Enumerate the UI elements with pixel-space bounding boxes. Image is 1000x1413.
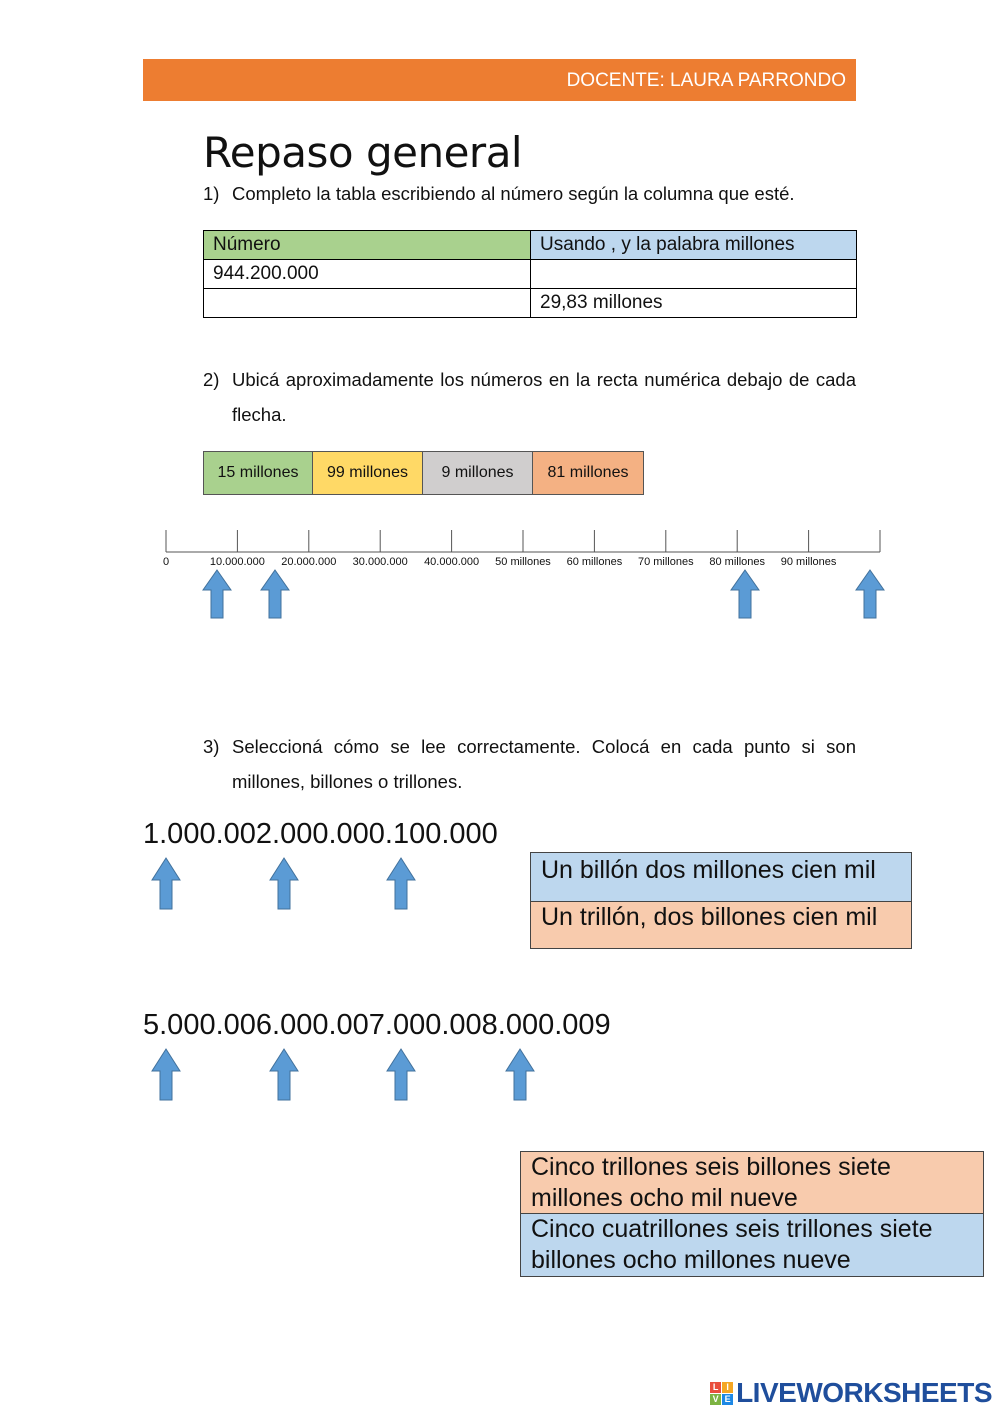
number-line: [0, 520, 1000, 630]
value-chips: [203, 451, 644, 494]
logo-letter: L: [710, 1382, 721, 1393]
q3-instruction: [203, 729, 863, 801]
arrow-up-icon[interactable]: [270, 858, 298, 909]
arrow-up-icon[interactable]: [152, 858, 180, 909]
arrow-up-icon[interactable]: [270, 1049, 298, 1100]
tick-label: 80 millones: [709, 556, 766, 568]
arrow-up-icon[interactable]: [731, 570, 759, 618]
arrow-up-icon[interactable]: [387, 1049, 415, 1100]
arrow-up-icon[interactable]: [152, 1049, 180, 1100]
chip-99-millones[interactable]: [313, 451, 423, 495]
logo-letter: I: [722, 1382, 733, 1393]
table-header-row: [204, 231, 857, 260]
tick-label: 70 millones: [637, 556, 694, 568]
tick-label: 30.000.000: [352, 556, 408, 568]
arrows-number-2: [140, 1046, 560, 1104]
lw-logo-icon: [710, 1382, 733, 1405]
answer-cell-2[interactable]: [204, 289, 531, 318]
q1-number: 1): [203, 183, 220, 204]
chip-15-millones[interactable]: [203, 451, 313, 495]
q1-text: Completo la tabla escribiendo al número según la columna que esté.: [232, 183, 795, 204]
option-2b[interactable]: Cinco cuatrillones seis trillones siete billones ocho millones nueve: [520, 1213, 984, 1277]
option-1a[interactable]: Un billón dos millones cien mil: [530, 852, 912, 902]
arrow-up-icon[interactable]: [261, 570, 289, 618]
arrows-number-1: [140, 855, 440, 913]
col-header-numero: Número: [204, 231, 531, 260]
chip-9-millones[interactable]: [423, 451, 533, 495]
q3-number: 3): [203, 736, 220, 757]
q1-instruction: [203, 176, 863, 216]
col-header-millones: Usando , y la palabra millones: [531, 231, 857, 260]
cell-millones-2: 29,83 millones: [531, 289, 857, 318]
chip-label: 81 millones: [547, 464, 629, 481]
tick-label: 60 millones: [566, 556, 623, 568]
table-row: [204, 289, 857, 318]
tick-label: 20.000.000: [281, 556, 337, 568]
tick-label: 10.000.000: [209, 556, 265, 568]
cell-number-1: 944.200.000: [204, 260, 531, 289]
brand-name: LIVEWORKSHEETS: [736, 1377, 992, 1408]
tick-label: 90 millones: [780, 556, 837, 568]
arrow-up-icon[interactable]: [506, 1049, 534, 1100]
chip-label: 9 millones: [441, 464, 514, 481]
option-2a[interactable]: Cinco trillones seis billones siete millones ocho mil nueve: [520, 1151, 984, 1214]
q3-text: Seleccioná cómo se lee correctamente. Colocá en cada punto si son millones, billones o trillones.: [232, 736, 856, 792]
tick-label: 0: [162, 556, 170, 568]
chip-label: 99 millones: [327, 464, 408, 481]
teacher-name: DOCENTE: LAURA PARRONDO: [566, 70, 846, 91]
q2-instruction: [203, 362, 863, 434]
tick-label: 50 millones: [495, 556, 551, 568]
q2-text: Ubicá aproximadamente los números en la recta numérica debajo de cada flecha.: [232, 369, 856, 425]
logo-letter: V: [710, 1394, 721, 1405]
liveworksheets-logo[interactable]: [710, 1377, 992, 1409]
big-number-1: 1.000.002.000.000.100.000: [143, 818, 498, 850]
answer-cell-1[interactable]: [531, 260, 857, 289]
big-number-2: 5.000.006.000.007.000.008.000.009: [143, 1009, 611, 1041]
tick-label: 40.000.000: [424, 556, 480, 568]
logo-letter: E: [722, 1394, 733, 1405]
arrow-up-icon[interactable]: [387, 858, 415, 909]
header-bar: [143, 59, 856, 101]
arrow-up-icon[interactable]: [203, 570, 231, 618]
chip-label: 15 millones: [217, 464, 299, 481]
page-title: Repaso general: [203, 128, 523, 177]
arrow-up-icon[interactable]: [856, 570, 884, 618]
chip-81-millones[interactable]: [533, 451, 644, 495]
option-1b[interactable]: Un trillón, dos billones cien mil: [530, 901, 912, 949]
q1-table: [203, 230, 857, 318]
table-row: [204, 260, 857, 289]
q2-number: 2): [203, 369, 220, 390]
